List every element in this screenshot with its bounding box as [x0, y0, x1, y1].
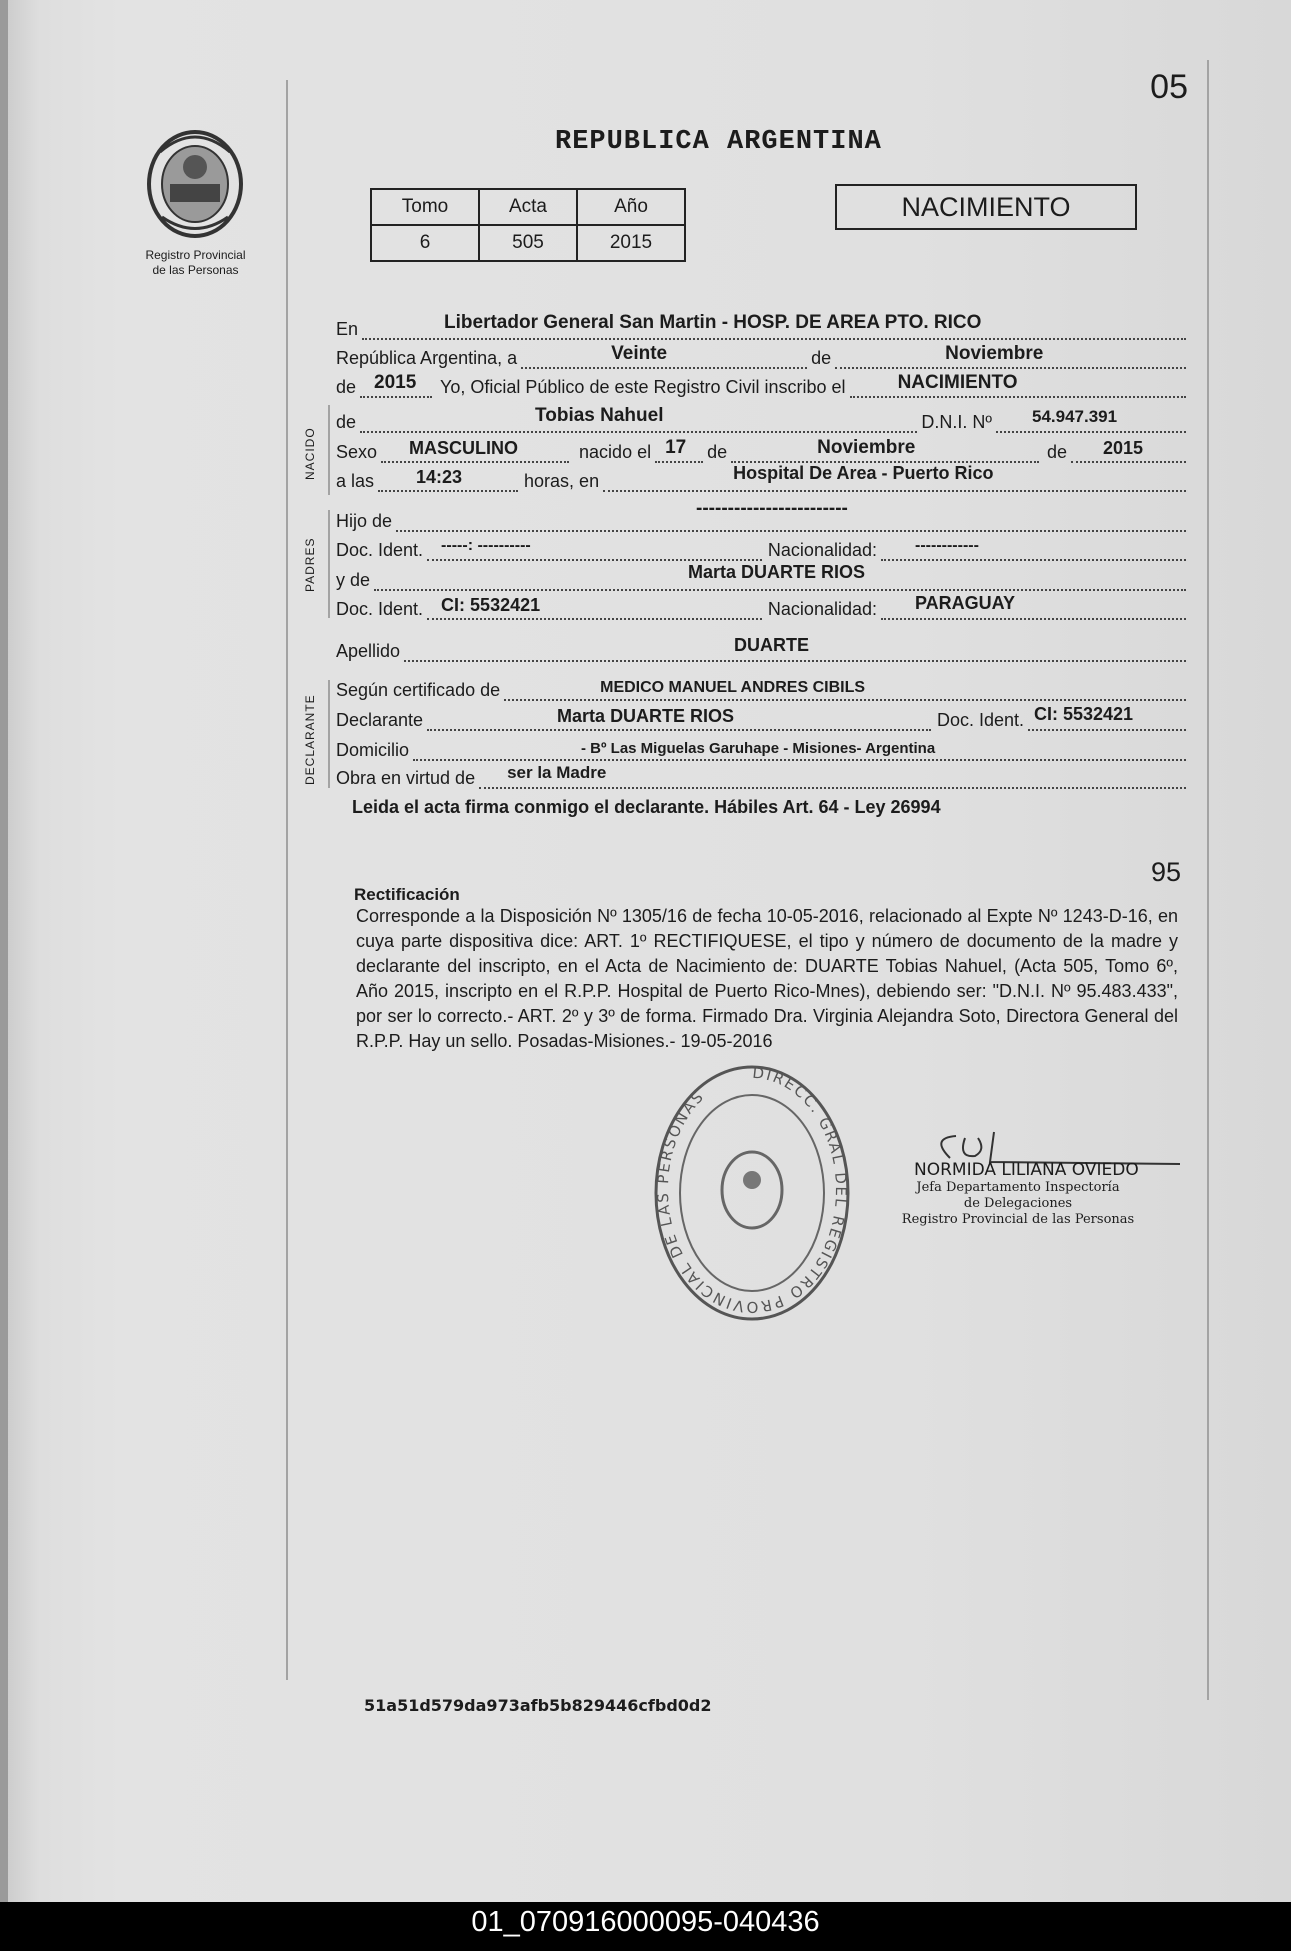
label-nacido-el: nacido el — [579, 442, 652, 462]
value-acta: 505 — [479, 225, 577, 261]
value-obra: ser la Madre — [507, 763, 607, 782]
row-doc-madre — [336, 594, 1186, 620]
value-madre: Marta DUARTE RIOS — [688, 562, 866, 582]
label-domicilio: Domicilio — [336, 740, 410, 760]
value-lugar-nacimiento: Hospital De Area - Puerto Rico — [733, 463, 994, 483]
value-nombre: Tobias Nahuel — [535, 405, 664, 426]
row-hora — [336, 463, 1186, 492]
closing-line: Leida el acta firma conmigo el declarante. Hábiles Art. 64 - Ley 26994 — [352, 797, 941, 817]
document-hash: 51a51d579da973afb5b829446cfbd0d2 — [364, 1696, 712, 1715]
record-type-box: NACIMIENTO — [835, 184, 1137, 230]
page-edge — [0, 0, 8, 1902]
right-rule — [1207, 60, 1209, 1700]
value-nac-anio: 2015 — [1103, 438, 1144, 458]
value-madre-doc: CI: 5532421 — [441, 595, 541, 615]
value-sexo: MASCULINO — [409, 438, 519, 458]
label-hijo-de: Hijo de — [336, 511, 393, 531]
value-padre-doc: -----: ---------- — [441, 537, 531, 554]
signatory-title — [898, 1180, 1138, 1228]
value-nac-dia: 17 — [665, 437, 687, 458]
value-domicilio: - Bº Las Miguelas Garuhape - Misiones- Argentina — [581, 740, 936, 757]
logo-caption — [118, 248, 273, 278]
official-seal-stamp — [652, 1062, 852, 1324]
value-dni: 54.947.391 — [1032, 407, 1118, 426]
label-dni: D.N.I. Nº — [921, 412, 992, 432]
left-rule — [286, 80, 288, 1680]
section-label-padres: PADRES — [303, 537, 317, 592]
label-nacionalidad-madre: Nacionalidad: — [767, 599, 877, 619]
label-a-las: a las — [336, 471, 375, 491]
registry-table — [370, 188, 686, 262]
label-de: de — [811, 348, 832, 368]
value-declarante-doc: CI: 5532421 — [1034, 704, 1134, 724]
label-republica: República Argentina, a — [336, 348, 518, 368]
header-tomo: Tomo — [371, 189, 479, 225]
rectificacion-title: Rectificación — [354, 885, 460, 904]
row-domicilio — [336, 735, 1186, 761]
row-doc-padre — [336, 535, 1186, 561]
declarante-bracket — [328, 680, 330, 788]
section-label-nacido: NACIDO — [303, 427, 317, 480]
label-horas-en: horas, en — [524, 471, 600, 491]
signatory-title-line1: Jefa Departamento Inspectoría — [916, 1180, 1120, 1195]
label-de-anio: de — [336, 377, 357, 397]
value-hora: 14:23 — [416, 467, 463, 487]
row-nombre — [336, 407, 1186, 433]
logo-caption-line1: Registro Provincial — [145, 248, 246, 262]
row-apellido — [336, 636, 1186, 662]
label-de-nombre: de — [336, 412, 357, 432]
value-anio-inscripcion: 2015 — [374, 372, 417, 393]
label-de-anio-nac: de — [1046, 442, 1067, 462]
label-apellido: Apellido — [336, 641, 401, 661]
label-sexo: Sexo — [336, 442, 378, 462]
row-declarante — [336, 705, 1186, 731]
seal-text: DIRECC. GRAL DEL REGISTRO PROVINCIAL DE LAS PERSONAS — [653, 1063, 851, 1317]
value-padre-nacionalidad: ------------ — [915, 537, 979, 554]
value-declarante: Marta DUARTE RIOS — [557, 706, 735, 726]
row-obra — [336, 763, 1186, 789]
value-lugar-inscripcion: Libertador General San Martin - HOSP. DE AREA PTO. RICO — [444, 312, 982, 333]
value-nac-mes: Noviembre — [817, 437, 916, 458]
row-republica — [336, 343, 1186, 369]
header-anio: Año — [577, 189, 685, 225]
province-coat-of-arms-logo — [140, 122, 250, 242]
nacido-bracket — [328, 405, 330, 495]
label-nacionalidad-padre: Nacionalidad: — [767, 540, 877, 560]
signatory-title-line3: Registro Provincial de las Personas — [901, 1212, 1135, 1227]
label-declarante: Declarante — [336, 710, 424, 730]
section-label-declarante: DECLARANTE — [303, 694, 317, 785]
svg-text:DIRECC. GRAL DEL REGISTRO PROV — [654, 1064, 850, 1316]
row-sexo — [336, 437, 1186, 463]
footer-code: 01_070916000095-040436 — [471, 1906, 820, 1938]
row-en — [336, 314, 1186, 340]
value-tomo: 6 — [371, 225, 479, 261]
label-obra: Obra en virtud de — [336, 768, 476, 788]
label-y-de: y de — [336, 570, 371, 590]
label-certificado: Según certificado de — [336, 680, 501, 700]
header-acta: Acta — [479, 189, 577, 225]
value-apellido: DUARTE — [734, 635, 810, 655]
value-padre: ------------------------ — [696, 498, 848, 519]
country-title: REPUBLICA ARGENTINA — [555, 127, 882, 157]
value-anio: 2015 — [577, 225, 685, 261]
value-tipo-acta: NACIMIENTO — [897, 372, 1018, 393]
label-de-mes: de — [707, 442, 728, 462]
page-number: 05 — [1150, 68, 1188, 106]
value-madre-nacionalidad: PARAGUAY — [915, 593, 1016, 613]
rectificacion-number: 95 — [1150, 857, 1181, 887]
value-certificado: MEDICO MANUEL ANDRES CIBILS — [600, 679, 866, 696]
label-oficial: Yo, Oficial Público de este Registro Civil inscribo el — [440, 377, 846, 397]
signatory-name: NORMIDA LILIANA OVIEDO — [914, 1160, 1139, 1180]
row-anio — [336, 372, 1186, 398]
row-hijo-de — [336, 498, 1186, 532]
row-certificado — [336, 675, 1186, 701]
signatory-title-line2: de Delegaciones — [963, 1196, 1073, 1211]
logo-caption-line2: de las Personas — [152, 263, 239, 277]
label-doc-ident-madre: Doc. Ident. — [336, 599, 424, 619]
padres-bracket — [328, 510, 330, 618]
label-en: En — [336, 319, 359, 339]
value-mes: Noviembre — [945, 343, 1044, 364]
label-doc-ident-declarante: Doc. Ident. — [936, 710, 1024, 730]
rectificacion-body: Corresponde a la Disposición Nº 1305/16 de fecha 10-05-2016, relacionado al Expte Nº 1243-D-16, en cuya parte dispositiva dice: ART. 1º RECTIFIQUESE, el tipo y número de documento de la madre y declarante del inscripto, en el Acta de Nacimiento de: DUARTE Tobias Nahuel, (Acta 505, Tomo 6º, Año 2015, inscripto en el R.P.P. Hospital de Puerto Rico-Mnes), debiendo ser: "D.N.I. Nº 95.483.433", por ser lo correcto.- ART. 2º y 3º de forma. Firmado Dra. Virginia Alejandra Soto, Directora General del R.P.P. Hay un sello. Posadas-Misiones.- 19-05-2016 — [356, 906, 1178, 1051]
label-doc-ident-padre: Doc. Ident. — [336, 540, 424, 560]
row-y-de — [336, 562, 1186, 591]
value-dia: Veinte — [611, 343, 668, 364]
